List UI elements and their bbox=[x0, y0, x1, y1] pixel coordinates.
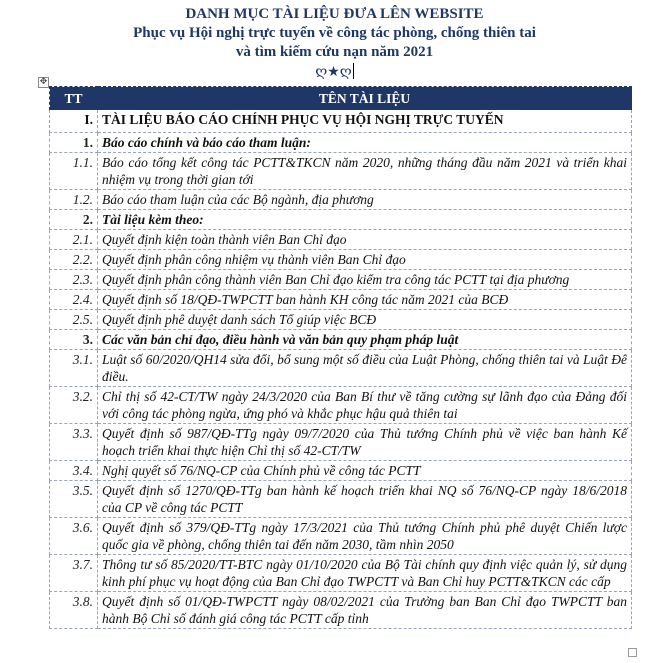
table-row bbox=[50, 592, 632, 629]
document-title: DANH MỤC TÀI LIỆU ĐƯA LÊN WEBSITE bbox=[185, 6, 484, 22]
document-subtitle-line-1: Phục vụ Hội nghị trực tuyến về công tác phòng, chống thiên tai bbox=[133, 25, 536, 41]
row-number: 3.5. bbox=[50, 481, 98, 518]
table-row bbox=[50, 555, 632, 592]
document-name: Báo cáo tham luận của các Bộ ngành, địa phương bbox=[98, 190, 632, 210]
document-name: Quyết định phân công thành viên Ban Chỉ đạo kiểm tra công tác PCTT tại địa phương bbox=[98, 270, 632, 290]
table-row bbox=[50, 270, 632, 290]
document-name: Quyết định số 379/QĐ-TTg ngày 17/3/2021 của Thủ tướng Chính phủ phê duyệt Chiến lược quốc gia về phòng, chống thiên tai đến năm 2030, tầm nhìn 2050 bbox=[98, 518, 632, 555]
row-number: 2.2. bbox=[50, 250, 98, 270]
column-header-name: TÊN TÀI LIỆU bbox=[98, 87, 632, 110]
group-row bbox=[50, 133, 632, 153]
document-name: Quyết định số 01/QĐ-TWPCTT ngày 08/02/2021 của Trưởng ban Ban Chỉ đạo TWPCTT ban hành Bộ Chỉ số đánh giá công tác PCTT cấp tỉnh bbox=[98, 592, 632, 629]
group-row bbox=[50, 210, 632, 230]
row-number: 2.3. bbox=[50, 270, 98, 290]
document-name: Chỉ thị số 42-CT/TW ngày 24/3/2020 của Ban Bí thư về tăng cường sự lãnh đạo của Đảng đối với công tác phòng ngừa, ứng phó và khắc phục hậu quả thiên tai bbox=[98, 387, 632, 424]
table-move-handle-icon[interactable]: ✥ bbox=[39, 77, 48, 87]
text-cursor bbox=[353, 63, 354, 79]
table-row bbox=[50, 290, 632, 310]
table-row bbox=[50, 387, 632, 424]
row-number: 3. bbox=[50, 330, 98, 350]
row-number: 2. bbox=[50, 210, 98, 230]
document-name: Quyết định số 987/QĐ-TTg ngày 09/7/2020 của Thủ tướng Chính phủ về việc ban hành Kế hoạch triển khai thực hiện Chỉ thị số 42-CT/TW bbox=[98, 424, 632, 461]
document-name: Luật số 60/2020/QH14 sửa đổi, bổ sung một số điều của Luật Phòng, chống thiên tai và Luật Đê điều. bbox=[98, 350, 632, 387]
table-row bbox=[50, 190, 632, 210]
row-number: 3.1. bbox=[50, 350, 98, 387]
table-row bbox=[50, 350, 632, 387]
table-row bbox=[50, 461, 632, 481]
table-row bbox=[50, 153, 632, 190]
row-number: 1.2. bbox=[50, 190, 98, 210]
document-name: Quyết định phân công nhiệm vụ thành viên Ban Chỉ đạo bbox=[98, 250, 632, 270]
document-subtitle-line-2: và tìm kiếm cứu nạn năm 2021 bbox=[235, 44, 434, 60]
document-name: Quyết định phê duyệt danh sách Tổ giúp việc BCĐ bbox=[98, 310, 632, 330]
row-number: 2.4. bbox=[50, 290, 98, 310]
table-row bbox=[50, 250, 632, 270]
document-name: Quyết định kiện toàn thành viên Ban Chỉ đạo bbox=[98, 230, 632, 250]
table-row bbox=[50, 481, 632, 518]
row-number: 2.1. bbox=[50, 230, 98, 250]
row-number: 3.6. bbox=[50, 518, 98, 555]
row-number: 3.8. bbox=[50, 592, 98, 629]
row-number: 3.7. bbox=[50, 555, 98, 592]
table-row bbox=[50, 230, 632, 250]
group-title: Các văn bản chỉ đạo, điều hành và văn bản quy phạm pháp luật bbox=[98, 330, 632, 350]
group-title: Báo cáo chính và báo cáo tham luận: bbox=[98, 133, 632, 153]
ornament-glyphs: ღ★ღ bbox=[315, 65, 352, 80]
table-row bbox=[50, 310, 632, 330]
table-resize-handle[interactable] bbox=[628, 648, 637, 657]
document-name: Quyết định số 18/QĐ-TWPCTT ban hành KH công tác năm 2021 của BCĐ bbox=[98, 290, 632, 310]
column-header-tt: TT bbox=[50, 87, 98, 110]
row-number: 3.3. bbox=[50, 424, 98, 461]
row-number: 3.4. bbox=[50, 461, 98, 481]
row-number: 2.5. bbox=[50, 310, 98, 330]
section-title: TÀI LIỆU BÁO CÁO CHÍNH PHỤC VỤ HỘI NGHỊ TRỰC TUYẾN bbox=[98, 110, 632, 133]
document-list-table bbox=[49, 86, 632, 629]
section-row bbox=[50, 110, 632, 133]
document-name: Báo cáo tổng kết công tác PCTT&TKCN năm 2020, những tháng đầu năm 2021 và triển khai nhiệm vụ trong thời gian tới bbox=[98, 153, 632, 190]
table-row bbox=[50, 424, 632, 461]
document-name: Quyết định số 1270/QĐ-TTg ban hành kế hoạch triển khai NQ số 76/NQ-CP ngày 18/6/2018 của CP về công tác PCTT bbox=[98, 481, 632, 518]
table-header-row bbox=[50, 87, 632, 110]
row-number: 3.2. bbox=[50, 387, 98, 424]
document-name: Nghị quyết số 76/NQ-CP của Chính phủ về công tác PCTT bbox=[98, 461, 632, 481]
document-name: Thông tư số 85/2020/TT-BTC ngày 01/10/2020 của Bộ Tài chính quy định việc quản lý, sử dụng kinh phí phục vụ hoạt động của Ban Chỉ đạo TWPCTT và Ban Chỉ huy PCTT&TKCN các cấp bbox=[98, 555, 632, 592]
table-row bbox=[50, 518, 632, 555]
group-title: Tài liệu kèm theo: bbox=[98, 210, 632, 230]
section-number: I. bbox=[50, 110, 98, 133]
row-number: 1. bbox=[50, 133, 98, 153]
row-number: 1.1. bbox=[50, 153, 98, 190]
group-row bbox=[50, 330, 632, 350]
ornament-divider bbox=[0, 63, 669, 81]
